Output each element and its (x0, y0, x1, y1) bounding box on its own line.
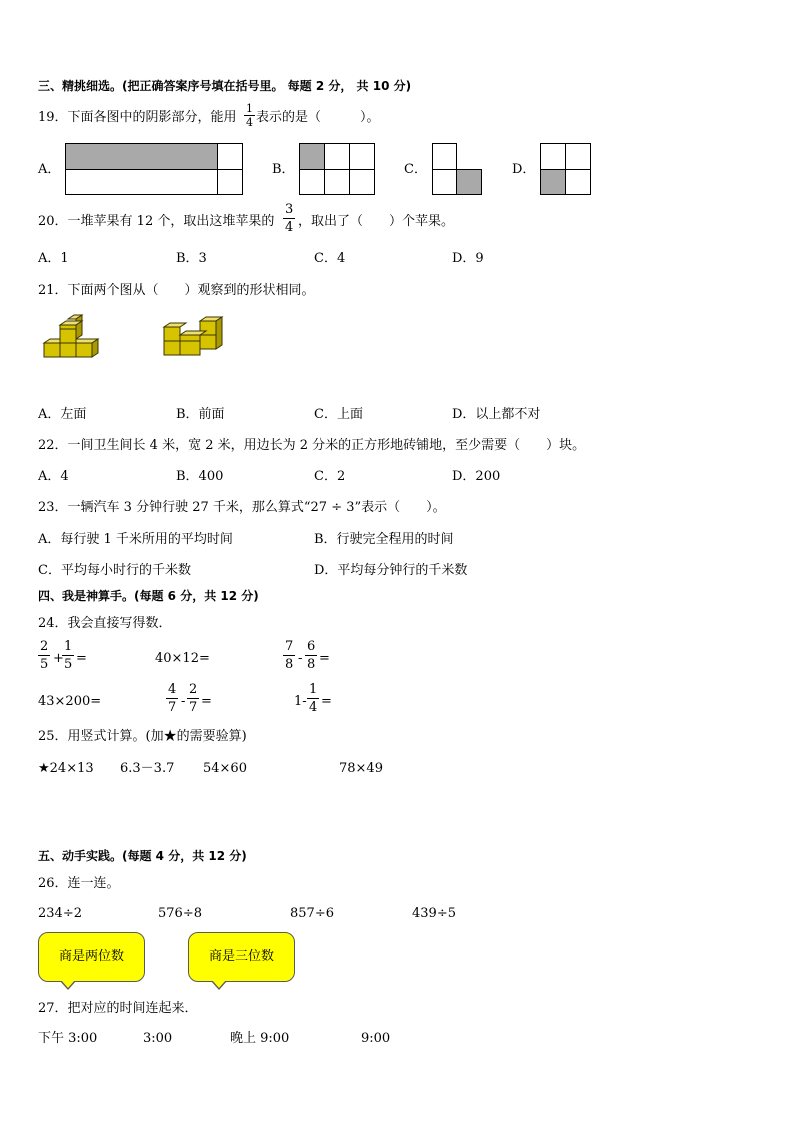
q24-item1-b-den: 5 (64, 657, 73, 672)
q27-item2: 3:00 (143, 1031, 173, 1046)
q22-option-b: B．400 (176, 469, 224, 484)
q27-item3: 晚上 9:00 (230, 1031, 290, 1046)
q21-option-d: D．以上都不对 (452, 407, 541, 422)
q24-item4: 43×200= (38, 694, 102, 709)
q24-item2: 40×12= (155, 651, 210, 666)
q25-item3: 54×60 (203, 761, 247, 776)
q21-cube-figure-left (42, 313, 104, 361)
q22-option-a: A．4 (38, 469, 69, 484)
q25-text: 25．用竖式计算。(加★的需要验算) (38, 729, 247, 744)
q22-text: 22．一间卫生间长 4 米，宽 2 米，用边长为 2 分米的正方形地砖铺地，至少需要（ ）块。 (38, 438, 586, 453)
q26-item1: 234÷2 (38, 906, 82, 921)
q26-bubble-tail-2-fill (212, 980, 226, 988)
q26-text: 26．连一连。 (38, 876, 120, 891)
q20-fraction (283, 203, 295, 234)
q20-option-c: C．4 (314, 251, 346, 266)
q23-option-c: C．平均每小时行的千米数 (38, 563, 191, 578)
q27-text: 27．把对应的时间连起来． (38, 1001, 198, 1016)
q23-option-d: D．平均每分钟行的千米数 (314, 563, 468, 578)
q21-text: 21．下面两个图从（ ）观察到的形状相同。 (38, 283, 315, 298)
q23-option-b: B．行驶完全程用的时间 (314, 532, 454, 547)
q24-item1-b-num: 1 (64, 639, 73, 654)
q25-item4: 78×49 (339, 761, 383, 776)
q19-option-c-label: C． (404, 162, 427, 177)
q26-bubble-tail-1-fill (61, 980, 75, 988)
q24-item5-a-num: 4 (168, 682, 177, 697)
q20-prefix: 20．一堆苹果有 12 个，取出这堆苹果的 (38, 214, 275, 229)
q21-cube-figure-right (162, 313, 226, 361)
q19-figure-b (299, 143, 375, 195)
q27-item1: 下午 3:00 (38, 1031, 98, 1046)
q23-text: 23．一辆汽车 3 分钟行驶 27 千米，那么算式“27 ÷ 3”表示（ ）。 (38, 500, 446, 515)
q24-item3-b-den: 8 (307, 657, 316, 672)
q22-option-d: D．200 (452, 469, 501, 484)
q20-frac-den: 4 (285, 220, 294, 235)
q24-item6-b-num: 1 (309, 682, 318, 697)
q20-option-a: A．1 (38, 251, 69, 266)
q19-frac-den: 4 (246, 116, 253, 129)
q24-item5-op: - (181, 694, 186, 709)
section3-title: 三、精挑细选。(把正确答案序号填在括号里。 每题 2 分， 共 10 分) (38, 79, 412, 93)
q24-item6-b-den: 4 (309, 700, 318, 715)
q21-option-a: A．左面 (38, 407, 87, 422)
section4-title: 四、我是神算手。(每题 6 分，共 12 分) (38, 589, 259, 603)
q24-item5-a-den: 7 (168, 700, 177, 715)
section5-title: 五、动手实践。(每题 4 分，共 12 分) (38, 849, 247, 863)
q24-item3-op: - (298, 651, 303, 666)
q23-option-a: A．每行驶 1 千米所用的平均时间 (38, 532, 233, 547)
q19-figure-a (65, 143, 243, 195)
q24-item3-a-num: 7 (285, 639, 294, 654)
q19-fraction (244, 103, 255, 128)
q22-option-c: C．2 (314, 469, 346, 484)
q26-bubble-two-digit: 商是两位数 (38, 932, 145, 982)
q24-item6-lead: 1- (294, 694, 307, 709)
q20-option-d: D．9 (452, 251, 484, 266)
q26-item2: 576÷8 (158, 906, 202, 921)
q20-suffix: ，取出了（ ）个苹果。 (298, 214, 455, 229)
q24-item1-a-den: 5 (40, 657, 49, 672)
q24-item3-a-den: 8 (285, 657, 294, 672)
q26-item4: 439÷5 (412, 906, 456, 921)
q24-item1-op: + (53, 651, 64, 666)
q27-item4: 9:00 (361, 1031, 391, 1046)
q25-item2: 6.3－3.7 (120, 761, 175, 776)
q20-frac-num: 3 (285, 202, 294, 217)
q24-item3-eq: = (319, 651, 330, 666)
q24-item5-b-den: 7 (189, 700, 198, 715)
q19-frac-num: 1 (246, 102, 253, 115)
q19-figure-d (540, 143, 591, 195)
q24-item1-a-num: 2 (40, 639, 49, 654)
q21-option-b: B．前面 (176, 407, 225, 422)
q24-item3-b-num: 6 (307, 639, 316, 654)
q24-item6-eq: = (321, 694, 332, 709)
q24-item5-b-num: 2 (189, 682, 198, 697)
q19-prefix: 19．下面各图中的阴影部分，能用 (38, 110, 237, 125)
q20-option-b: B．3 (176, 251, 207, 266)
q24-item1-eq: = (76, 651, 87, 666)
q19-option-b-label: B． (272, 162, 295, 177)
q26-bubble-three-digit: 商是三位数 (188, 932, 295, 982)
q26-item3: 857÷6 (290, 906, 334, 921)
q21-option-c: C．上面 (314, 407, 363, 422)
q25-item1: ★24×13 (38, 761, 94, 776)
q19-option-d-label: D． (512, 162, 536, 177)
q19-option-a-label: A． (38, 162, 61, 177)
q19-suffix: 表示的是（ ）。 (256, 110, 380, 125)
q19-figure-c (432, 143, 482, 195)
q24-text: 24．我会直接写得数． (38, 616, 172, 631)
q24-item5-eq: = (201, 694, 212, 709)
